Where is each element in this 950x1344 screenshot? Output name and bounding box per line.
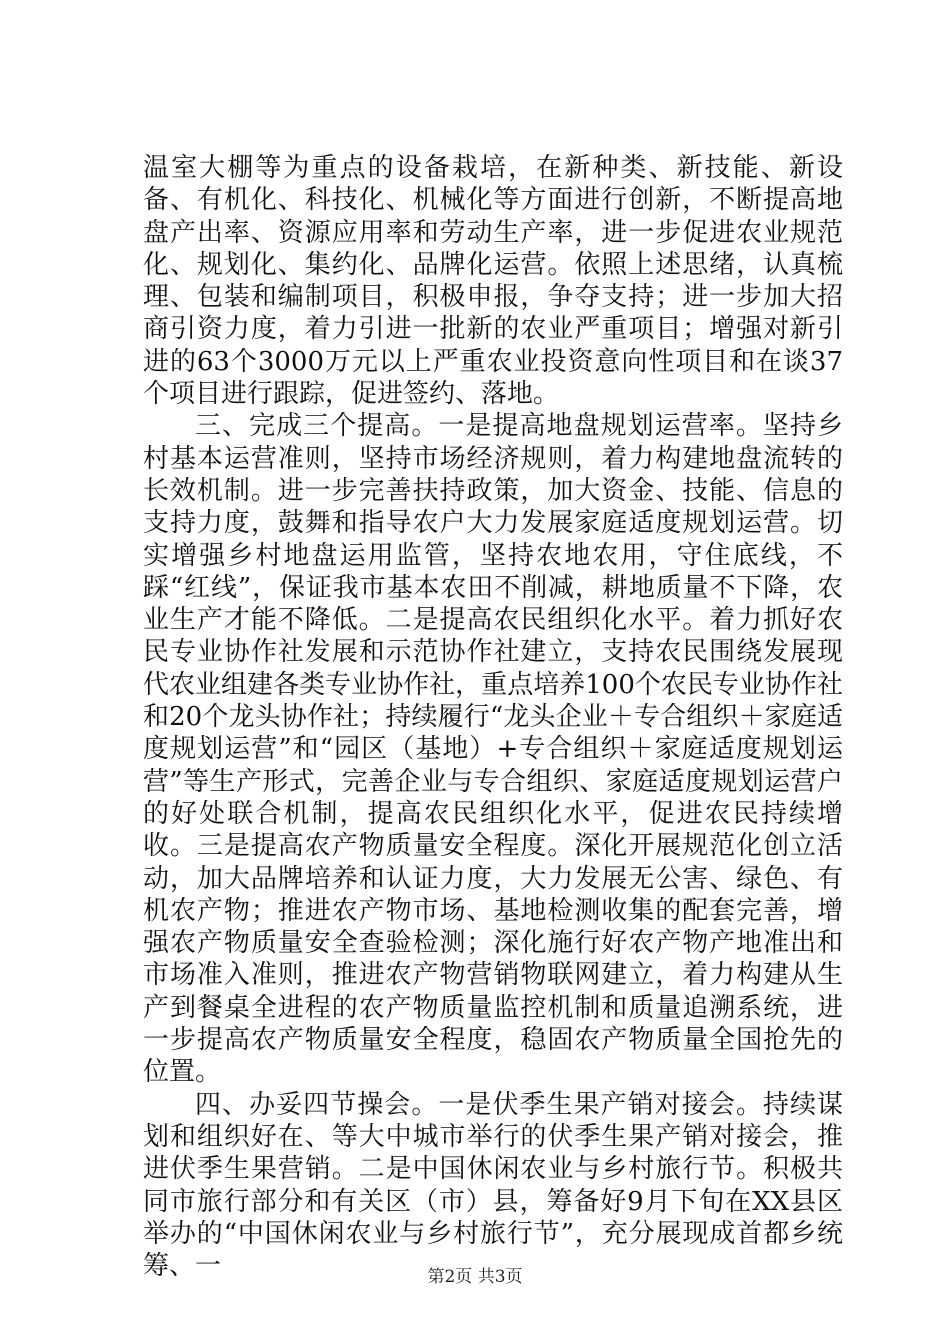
paragraph-2: 三、完成三个提高。一是提高地盘规划运营率。坚持乡村基本运营准则，坚持市场经济规则，着力构建地盘流转的长效机制。进一步完善扶持政策，加大资金、技能、信息的支持力度，鼓舞和指导农户大力发展家庭适度规划运营。切实增强乡村地盘运用监管，坚持农地农用，守住底线，不踩“红线”，保证我市基本农田不削减，耕地质量不下降，农业生产才能不降低。二是提高农民组织化水平。着力抓好农民专业协作社发展和示范协作社建立，支持农民围绕发展现代农业组建各类专业协作社，重点培养100个农民专业协作社和20个龙头协作社；持续履行“龙头企业＋专合组织＋家庭适度规划运营”和“园区（基地）+专合组织＋家庭适度规划运营”等生产形式，完善企业与专合组织、家庭适度规划运营户的好处联合机制，提高农民组织化水平，促进农民持续增收。三是提高农产物质量安全程度。深化开展规范化创立活动，加大品牌培养和认证力度，大力发展无公害、绿色、有机农产物；推进农产物市场、基地检测收集的配套完善，增强农产物质量安全查验检测；深化施行好农产物产地准出和市场准入准则，推进农产物营销物联网建立，着力构建从生产到餐桌全进程的农产物质量监控机制和质量追溯系统，进一步提高农产物质量安全程度，稳固农产物质量全国抢先的位置。 bbox=[143, 411, 843, 1088]
page-number-footer: 第2页 共3页 bbox=[427, 1267, 523, 1287]
paragraph-3: 四、办妥四节操会。一是伏季生果产销对接会。持续谋划和组织好在、等大中城市举行的伏季生果产销对接会，推进伏季生果营销。二是中国休闲农业与乡村旅行节。积极共同市旅行部分和有关区（市）县，筹备好9月下旬在XX县区举办的“中国休闲农业与乡村旅行节”，充分展现成首都乡统筹、一 bbox=[143, 1089, 843, 1282]
paragraph-1: 温室大棚等为重点的设备栽培，在新种类、新技能、新设备、有机化、科技化、机械化等方面进行创新，不断提高地盘产出率、资源应用率和劳动生产率，进一步促进农业规范化、规划化、集约化、品牌化运营。依照上述思绪，认真梳理、包装和编制项目，积极申报，争夺支持；进一步加大招商引资力度，着力引进一批新的农业严重项目；增强对新引进的63个3000万元以上严重农业投资意向性项目和在谈37个项目进行跟踪，促进签约、落地。 bbox=[143, 153, 843, 410]
document-body bbox=[143, 152, 843, 1282]
